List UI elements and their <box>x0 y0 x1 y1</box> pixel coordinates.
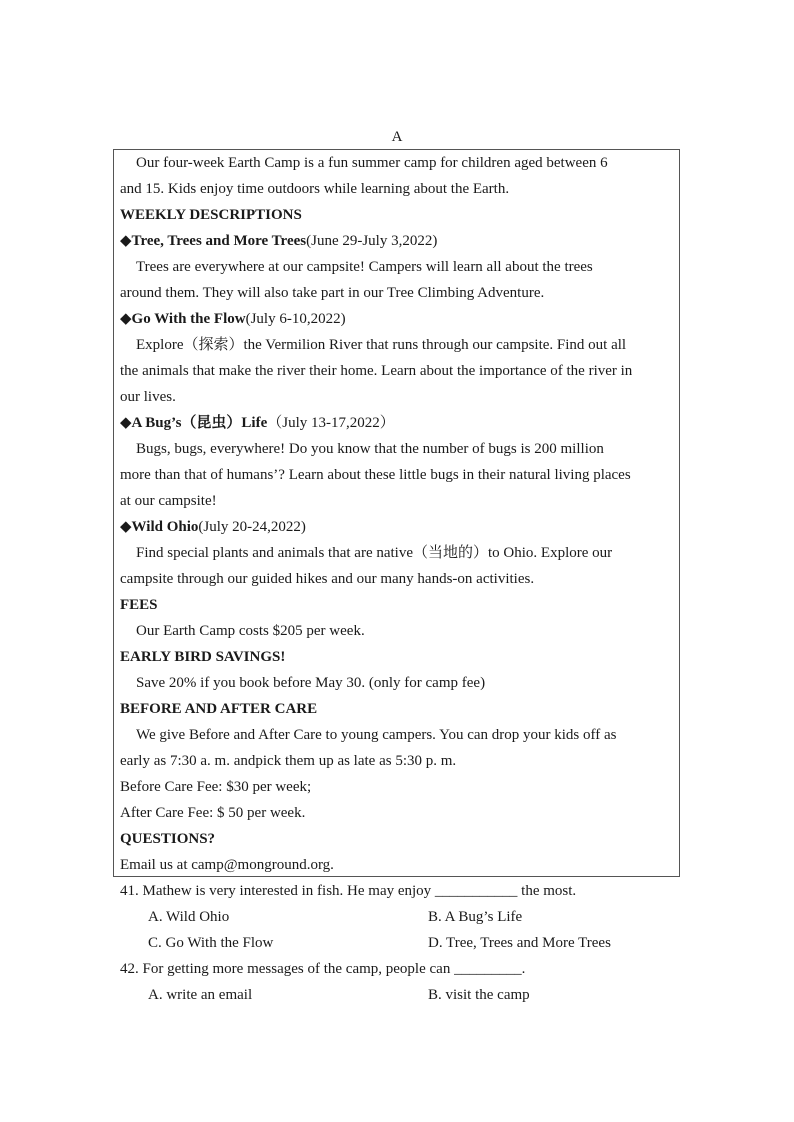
question-stem: 42. For getting more messages of the camp, people can _________. <box>120 961 526 977</box>
option-c[interactable]: C. Go With the Flow <box>148 935 274 951</box>
week-name: A Bug’s（昆虫）Life <box>131 415 268 431</box>
diamond-bullet-icon: ◆ <box>120 519 132 535</box>
week-name: Go With the Flow <box>131 311 246 327</box>
week-heading <box>120 410 673 436</box>
week-dates: (July 6-10,2022) <box>245 311 346 327</box>
option-row <box>120 904 680 930</box>
week-text: at our campsite! <box>120 493 217 509</box>
fees-text: Our Earth Camp costs $205 per week. <box>136 623 365 639</box>
fees-title: FEES <box>120 597 158 613</box>
week-heading <box>120 514 673 540</box>
early-bird-text: Save 20% if you book before May 30. (only for camp fee) <box>136 675 486 691</box>
week-text: Bugs, bugs, everywhere! Do you know that the number of bugs is 200 million <box>136 441 604 457</box>
questions-title: QUESTIONS? <box>120 831 216 847</box>
weekly-descriptions-title: WEEKLY DESCRIPTIONS <box>120 207 302 223</box>
option-a[interactable]: A. write an email <box>148 987 253 1003</box>
passage-box <box>113 149 680 877</box>
week-dates: (July 20-24,2022) <box>198 519 306 535</box>
week-text: Trees are everywhere at our campsite! Campers will learn all about the trees <box>136 259 593 275</box>
care-title: BEFORE AND AFTER CARE <box>120 701 318 717</box>
week-heading <box>120 306 673 332</box>
question-stem: 41. Mathew is very interested in fish. He may enjoy ___________ the most. <box>120 883 577 899</box>
passage-heading: A <box>391 129 403 145</box>
option-a[interactable]: A. Wild Ohio <box>148 909 230 925</box>
week-text: our lives. <box>120 389 176 405</box>
diamond-bullet-icon: ◆ <box>120 311 132 327</box>
option-d[interactable]: D. Tree, Trees and More Trees <box>428 935 611 951</box>
option-b[interactable]: B. A Bug’s Life <box>428 909 523 925</box>
before-care-fee: Before Care Fee: $30 per week; <box>120 779 312 795</box>
diamond-bullet-icon: ◆ <box>120 233 132 249</box>
week-text: more than that of humans’? Learn about these little bugs in their natural living places <box>120 467 631 483</box>
care-text: We give Before and After Care to young campers. You can drop your kids off as <box>136 727 617 743</box>
week-dates: (June 29-July 3,2022) <box>306 233 438 249</box>
intro-line: and 15. Kids enjoy time outdoors while learning about the Earth. <box>120 181 510 197</box>
contact-email: Email us at camp@monground.org. <box>120 857 334 873</box>
after-care-fee: After Care Fee: $ 50 per week. <box>120 805 306 821</box>
week-text: campsite through our guided hikes and our many hands-on activities. <box>120 571 535 587</box>
week-dates: （July 13-17,2022） <box>267 415 395 431</box>
week-heading <box>120 228 673 254</box>
option-row <box>120 930 680 956</box>
care-text: early as 7:30 a. m. andpick them up as late as 5:30 p. m. <box>120 753 457 769</box>
week-text: the animals that make the river their home. Learn about the importance of the river in <box>120 363 633 379</box>
week-name: Wild Ohio <box>131 519 199 535</box>
option-b[interactable]: B. visit the camp <box>428 987 530 1003</box>
questions-section <box>120 878 680 1008</box>
early-bird-title: EARLY BIRD SAVINGS! <box>120 649 286 665</box>
intro-line: Our four-week Earth Camp is a fun summer camp for children aged between 6 <box>136 155 608 171</box>
option-row <box>120 982 680 1008</box>
diamond-bullet-icon: ◆ <box>120 415 132 431</box>
week-text: Find special plants and animals that are native（当地的）to Ohio. Explore our <box>136 545 613 561</box>
week-text: Explore（探索）the Vermilion River that runs through our campsite. Find out all <box>136 337 627 353</box>
week-name: Tree, Trees and More Trees <box>131 233 307 249</box>
week-text: around them. They will also take part in our Tree Climbing Adventure. <box>120 285 545 301</box>
